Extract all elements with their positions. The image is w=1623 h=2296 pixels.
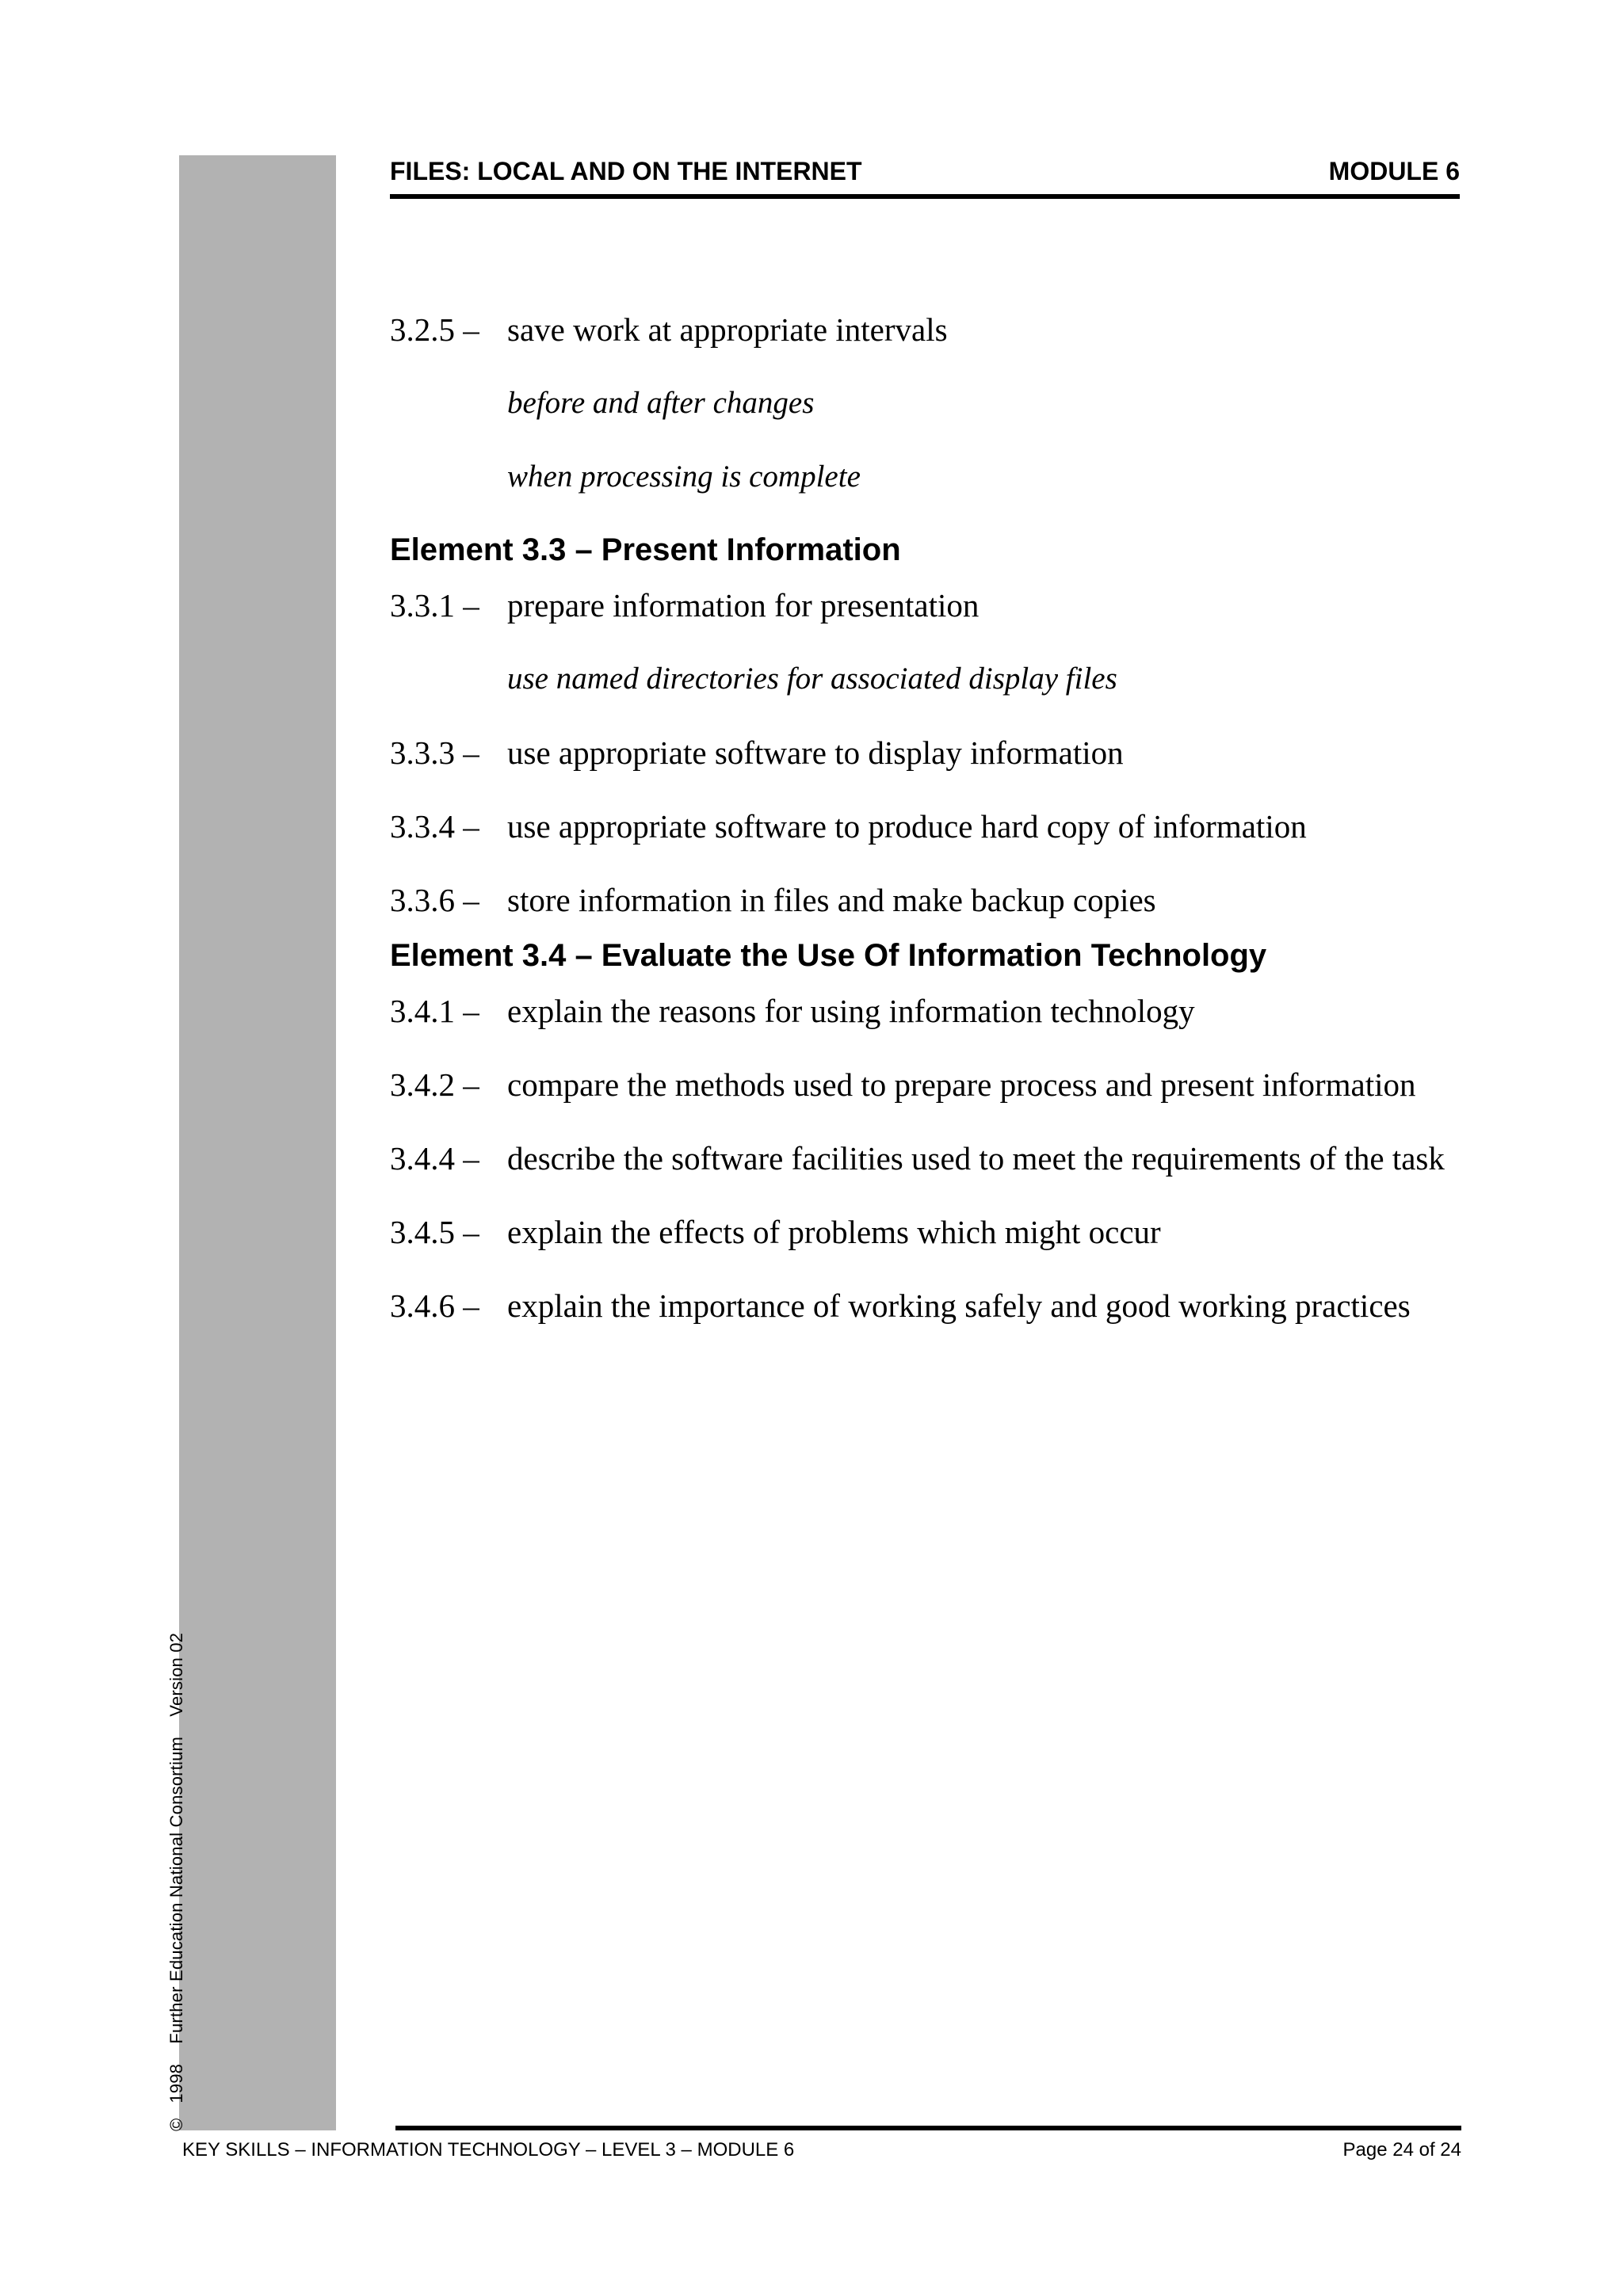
list-item [390,1138,1484,1179]
copyright-notice: © 1998 Further Education National Consortium Version 02 [166,1632,186,2131]
item-text: save work at appropriate intervals [507,311,948,348]
list-item [390,309,1484,350]
item-number: 3.3.1 – [390,587,479,624]
item-number: 3.4.2 – [390,1066,479,1103]
item-text: explain the importance of working safely and good working practices [507,1287,1411,1324]
list-item [390,1211,1484,1253]
item-text: compare the methods used to prepare process and present information [507,1066,1416,1103]
item-text: describe the software facilities used to meet the requirements of the task [507,1140,1445,1177]
item-number: 3.3.3 – [390,734,479,771]
item-text: explain the effects of problems which might occur [507,1214,1161,1250]
section-heading: Element 3.4 – Evaluate the Use Of Information Technology [390,938,1267,973]
list-item [390,990,1484,1032]
footer-course: KEY SKILLS – INFORMATION TECHNOLOGY – LEVEL 3 – MODULE 6 [182,2139,795,2161]
item-text: explain the reasons for using information technology [507,993,1195,1029]
list-item [390,585,1484,626]
header-title: FILES: LOCAL AND ON THE INTERNET [390,157,862,185]
item-number: 3.4.1 – [390,993,479,1029]
item-note: when processing is complete [507,460,861,494]
page-content [390,309,1484,1359]
item-number: 3.3.4 – [390,808,479,845]
list-item [390,879,1484,921]
list-item [390,732,1484,773]
list-item [390,1285,1484,1326]
item-text: prepare information for presentation [507,587,980,624]
item-number: 3.4.5 – [390,1214,479,1250]
page-footer [182,2139,1461,2161]
item-number: 3.4.4 – [390,1140,479,1177]
section-heading: Element 3.3 – Present Information [390,532,901,567]
footer-rule [395,2126,1461,2130]
page-number: Page 24 of 24 [1342,2139,1461,2161]
list-item [390,1064,1484,1105]
header-rule [390,194,1460,199]
item-note: before and after changes [507,386,815,420]
item-text: use appropriate software to display information [507,734,1124,771]
item-number: 3.3.6 – [390,882,479,918]
item-text: store information in files and make backup copies [507,882,1156,918]
list-item [390,806,1484,847]
item-text: use appropriate software to produce hard copy of information [507,808,1307,845]
page-header [390,157,1460,186]
item-note: use named directories for associated display files [507,662,1117,696]
item-number: 3.4.6 – [390,1287,479,1324]
header-module: MODULE 6 [1328,157,1460,185]
item-number: 3.2.5 – [390,311,479,348]
side-bar [179,155,336,2130]
